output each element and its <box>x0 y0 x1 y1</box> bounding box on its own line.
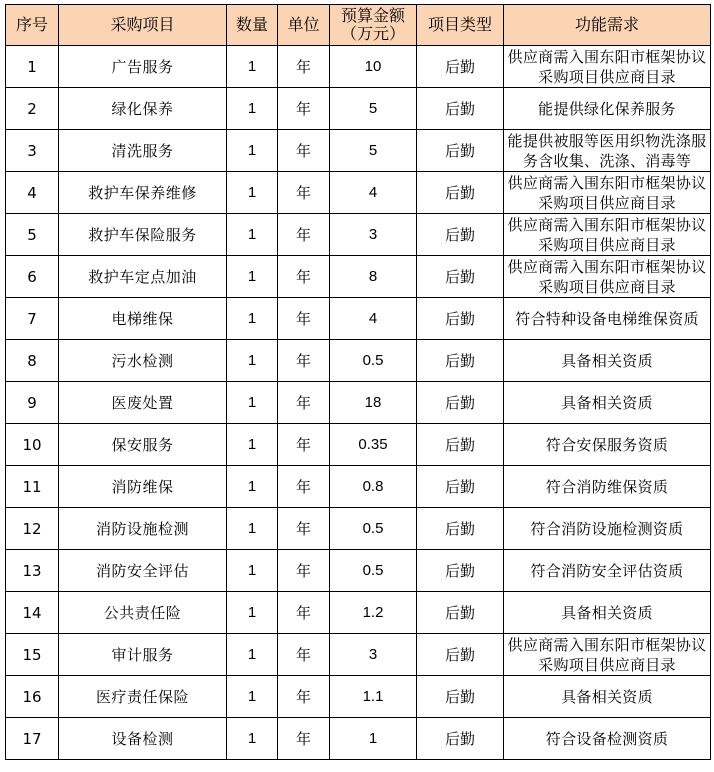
cell-quantity: 1 <box>227 214 278 256</box>
table-row <box>6 340 711 382</box>
cell-requirement: 符合特种设备电梯维保资质 <box>504 298 711 340</box>
cell-type: 后勤 <box>417 214 504 256</box>
cell-type: 后勤 <box>417 466 504 508</box>
cell-unit: 年 <box>278 298 330 340</box>
cell-quantity: 1 <box>227 256 278 298</box>
cell-item: 电梯维保 <box>59 298 227 340</box>
cell-type: 后勤 <box>417 676 504 718</box>
cell-quantity: 1 <box>227 298 278 340</box>
cell-unit: 年 <box>278 550 330 592</box>
cell-seq: 9 <box>6 382 59 424</box>
cell-item: 广告服务 <box>59 46 227 88</box>
cell-seq: 17 <box>6 718 59 760</box>
header-budget-line1: 预算金额 <box>340 6 405 25</box>
cell-unit: 年 <box>278 718 330 760</box>
table-header <box>6 5 711 46</box>
header-budget-line2: （万元） <box>340 24 405 43</box>
cell-seq: 13 <box>6 550 59 592</box>
table-body <box>6 46 711 760</box>
table-row <box>6 550 711 592</box>
cell-type: 后勤 <box>417 550 504 592</box>
cell-type: 后勤 <box>417 424 504 466</box>
cell-seq: 16 <box>6 676 59 718</box>
cell-unit: 年 <box>278 214 330 256</box>
cell-quantity: 1 <box>227 550 278 592</box>
cell-requirement: 具备相关资质 <box>504 676 711 718</box>
cell-budget: 0.5 <box>330 340 417 382</box>
cell-item: 消防设施检测 <box>59 508 227 550</box>
table-row <box>6 466 711 508</box>
cell-item: 救护车保养维修 <box>59 172 227 214</box>
table-row <box>6 592 711 634</box>
cell-unit: 年 <box>278 508 330 550</box>
cell-type: 后勤 <box>417 592 504 634</box>
table-row <box>6 214 711 256</box>
cell-item: 消防安全评估 <box>59 550 227 592</box>
cell-type: 后勤 <box>417 340 504 382</box>
cell-requirement: 符合消防设施检测资质 <box>504 508 711 550</box>
cell-requirement: 符合安保服务资质 <box>504 424 711 466</box>
cell-item: 清洗服务 <box>59 130 227 172</box>
cell-budget: 5 <box>330 88 417 130</box>
cell-type: 后勤 <box>417 382 504 424</box>
cell-unit: 年 <box>278 340 330 382</box>
cell-type: 后勤 <box>417 46 504 88</box>
cell-budget: 5 <box>330 130 417 172</box>
cell-budget: 8 <box>330 256 417 298</box>
cell-requirement: 供应商需入围东阳市框架协议采购项目供应商目录 <box>504 214 711 256</box>
cell-unit: 年 <box>278 382 330 424</box>
cell-budget: 4 <box>330 172 417 214</box>
table-row <box>6 718 711 760</box>
table-row <box>6 676 711 718</box>
cell-item: 医废处置 <box>59 382 227 424</box>
cell-budget: 0.5 <box>330 508 417 550</box>
cell-budget: 1 <box>330 718 417 760</box>
cell-unit: 年 <box>278 634 330 676</box>
cell-type: 后勤 <box>417 718 504 760</box>
cell-type: 后勤 <box>417 256 504 298</box>
cell-type: 后勤 <box>417 298 504 340</box>
procurement-table <box>5 4 711 760</box>
cell-budget: 3 <box>330 214 417 256</box>
table-row <box>6 88 711 130</box>
cell-type: 后勤 <box>417 130 504 172</box>
cell-requirement: 符合消防安全评估资质 <box>504 550 711 592</box>
cell-budget: 0.8 <box>330 466 417 508</box>
cell-unit: 年 <box>278 46 330 88</box>
table-row <box>6 508 711 550</box>
cell-seq: 15 <box>6 634 59 676</box>
cell-requirement: 供应商需入围东阳市框架协议采购项目供应商目录 <box>504 46 711 88</box>
cell-quantity: 1 <box>227 424 278 466</box>
table-row <box>6 46 711 88</box>
cell-budget: 18 <box>330 382 417 424</box>
cell-seq: 5 <box>6 214 59 256</box>
cell-type: 后勤 <box>417 88 504 130</box>
cell-requirement: 符合设备检测资质 <box>504 718 711 760</box>
cell-type: 后勤 <box>417 634 504 676</box>
cell-seq: 1 <box>6 46 59 88</box>
cell-seq: 4 <box>6 172 59 214</box>
cell-requirement: 符合消防维保资质 <box>504 466 711 508</box>
table-row <box>6 382 711 424</box>
cell-quantity: 1 <box>227 634 278 676</box>
header-type: 项目类型 <box>417 5 504 46</box>
cell-unit: 年 <box>278 256 330 298</box>
header-unit: 单位 <box>278 5 330 46</box>
cell-unit: 年 <box>278 466 330 508</box>
cell-budget: 1.2 <box>330 592 417 634</box>
cell-unit: 年 <box>278 424 330 466</box>
cell-quantity: 1 <box>227 340 278 382</box>
cell-unit: 年 <box>278 130 330 172</box>
cell-seq: 14 <box>6 592 59 634</box>
cell-item: 污水检测 <box>59 340 227 382</box>
cell-type: 后勤 <box>417 508 504 550</box>
cell-requirement: 能提供绿化保养服务 <box>504 88 711 130</box>
cell-requirement: 具备相关资质 <box>504 592 711 634</box>
cell-item: 设备检测 <box>59 718 227 760</box>
cell-seq: 6 <box>6 256 59 298</box>
cell-unit: 年 <box>278 88 330 130</box>
cell-budget: 1.1 <box>330 676 417 718</box>
cell-budget: 4 <box>330 298 417 340</box>
table-row <box>6 256 711 298</box>
cell-seq: 7 <box>6 298 59 340</box>
table-row <box>6 130 711 172</box>
cell-item: 公共责任险 <box>59 592 227 634</box>
header-budget <box>330 5 417 46</box>
cell-requirement: 供应商需入围东阳市框架协议采购项目供应商目录 <box>504 634 711 676</box>
cell-unit: 年 <box>278 172 330 214</box>
cell-quantity: 1 <box>227 718 278 760</box>
cell-unit: 年 <box>278 676 330 718</box>
header-quantity: 数量 <box>227 5 278 46</box>
header-seq: 序号 <box>6 5 59 46</box>
cell-item: 救护车保险服务 <box>59 214 227 256</box>
cell-item: 绿化保养 <box>59 88 227 130</box>
table-row <box>6 298 711 340</box>
cell-item: 保安服务 <box>59 424 227 466</box>
cell-seq: 8 <box>6 340 59 382</box>
cell-seq: 10 <box>6 424 59 466</box>
cell-quantity: 1 <box>227 676 278 718</box>
cell-quantity: 1 <box>227 172 278 214</box>
cell-budget: 0.5 <box>330 550 417 592</box>
cell-quantity: 1 <box>227 382 278 424</box>
cell-item: 救护车定点加油 <box>59 256 227 298</box>
cell-type: 后勤 <box>417 172 504 214</box>
cell-budget: 0.35 <box>330 424 417 466</box>
cell-seq: 12 <box>6 508 59 550</box>
table-row <box>6 424 711 466</box>
header-requirement: 功能需求 <box>504 5 711 46</box>
cell-quantity: 1 <box>227 592 278 634</box>
table-row <box>6 172 711 214</box>
cell-quantity: 1 <box>227 508 278 550</box>
header-row <box>6 5 711 46</box>
cell-item: 医疗责任保险 <box>59 676 227 718</box>
cell-seq: 2 <box>6 88 59 130</box>
cell-requirement: 具备相关资质 <box>504 340 711 382</box>
cell-budget: 10 <box>330 46 417 88</box>
cell-seq: 11 <box>6 466 59 508</box>
cell-item: 审计服务 <box>59 634 227 676</box>
cell-seq: 3 <box>6 130 59 172</box>
table-row <box>6 634 711 676</box>
cell-requirement: 具备相关资质 <box>504 382 711 424</box>
cell-requirement: 供应商需入围东阳市框架协议采购项目供应商目录 <box>504 256 711 298</box>
cell-quantity: 1 <box>227 466 278 508</box>
cell-unit: 年 <box>278 592 330 634</box>
cell-item: 消防维保 <box>59 466 227 508</box>
cell-requirement: 供应商需入围东阳市框架协议采购项目供应商目录 <box>504 172 711 214</box>
cell-quantity: 1 <box>227 88 278 130</box>
cell-quantity: 1 <box>227 130 278 172</box>
header-item: 采购项目 <box>59 5 227 46</box>
cell-quantity: 1 <box>227 46 278 88</box>
cell-budget: 3 <box>330 634 417 676</box>
cell-requirement: 能提供被服等医用织物洗涤服务含收集、洗涤、消毒等 <box>504 130 711 172</box>
